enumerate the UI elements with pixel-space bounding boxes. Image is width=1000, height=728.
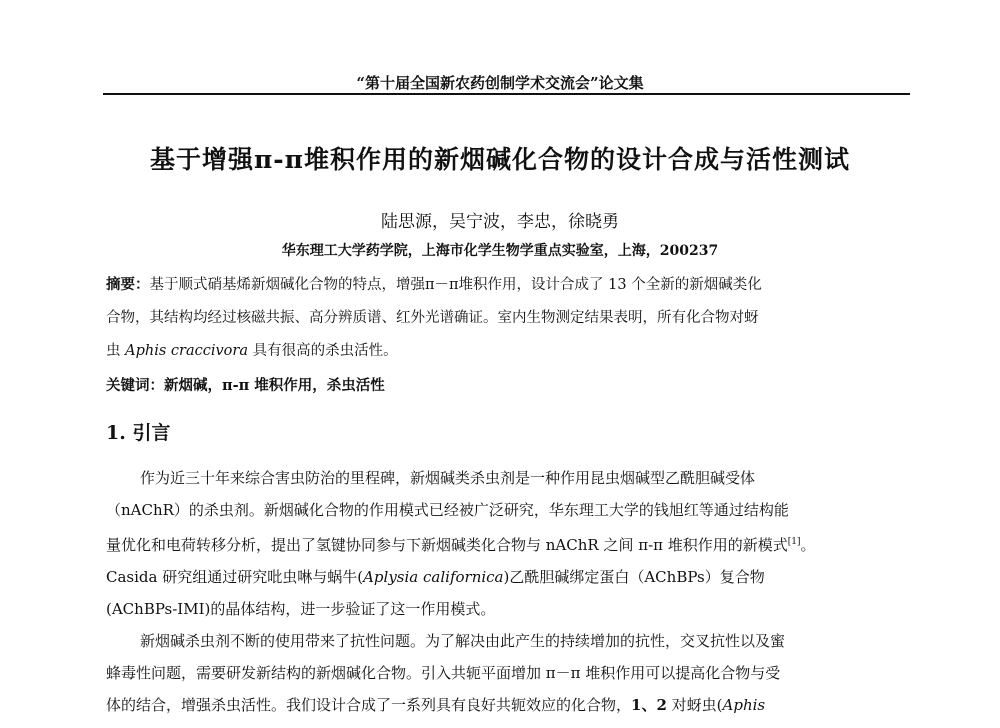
paragraph-line <box>106 561 914 593</box>
paragraph-line: 作为近三十年来综合害虫防治的里程碑，新烟碱类杀虫剂是一种作用昆虫烟碱型乙酰胆碱受体 <box>140 469 756 487</box>
abstract-text: 虫 <box>106 343 126 359</box>
keywords-label: 关键词： <box>106 377 164 394</box>
abstract-label: 摘要： <box>106 276 150 293</box>
paragraph-text: 量优化和电荷转移分析，提出了氢键协同参与下新烟碱类化合物与 nAChR 之间 π-π 堆积作用的新模式 <box>106 536 788 554</box>
citation-ref: [1] <box>787 537 801 547</box>
species-name: Aphis <box>722 696 766 714</box>
abstract-text: 基于顺式硝基烯新烟碱化合物的特点，增强π－π堆积作用，设计合成了 13 个全新的新烟碱类化 <box>149 277 762 293</box>
header-rule <box>103 93 910 95</box>
abstract-text: 具有很高的杀虫活性。 <box>247 343 398 359</box>
keywords <box>106 374 385 395</box>
paragraph-text: )乙酰胆碱绑定蛋白（AChBPs）复合物 <box>503 568 765 586</box>
paragraph-line: 蜂毒性问题，需要研发新结构的新烟碱化合物。引入共轭平面增加 π－π 堆积作用可以提高化合物与受 <box>106 664 781 682</box>
section-heading: 1. 引言 <box>106 422 171 444</box>
body-text <box>106 462 914 721</box>
compound-numbers: 1、2 <box>631 696 667 714</box>
authors: 陆思源，吴宁波，李忠，徐晓勇 <box>381 212 619 232</box>
paragraph-text: 。 <box>800 536 816 554</box>
paragraph-text: 对蚜虫( <box>666 696 723 714</box>
paper-title: 基于增强π-π堆积作用的新烟碱化合物的设计合成与活性测试 <box>150 145 850 174</box>
running-header: “第十届全国新农药创制学术交流会”论文集 <box>356 74 644 92</box>
paragraph-text: Casida 研究组通过研究吡虫啉与蜗牛( <box>106 568 364 586</box>
paragraph-line <box>106 689 914 721</box>
affiliation: 华东理工大学药学院，上海市化学生物学重点实验室，上海，200237 <box>281 243 719 259</box>
paragraph-line: 新烟碱杀虫剂不断的使用带来了抗性问题。为了解决由此产生的持续增加的抗性，交叉抗性以及蜜 <box>140 632 786 650</box>
paragraph-text: 体的结合，增强杀虫活性。我们设计合成了一系列具有良好共轭效应的化合物， <box>106 696 632 714</box>
keywords-text: 新烟碱，π-π 堆积作用，杀虫活性 <box>164 377 385 394</box>
paragraph-line: （nAChR）的杀虫剂。新烟碱化合物的作用模式已经被广泛研究，华东理工大学的钱旭红等通过结构能 <box>106 501 789 519</box>
abstract-line: 合物，其结构均经过核磁共振、高分辨质谱、红外光谱确证。室内生物测定结果表明，所有化合物对蚜 <box>106 310 759 326</box>
paragraph-line: (AChBPs-IMI)的晶体结构，进一步验证了这一作用模式。 <box>106 600 496 618</box>
abstract-line <box>106 268 914 302</box>
abstract <box>106 268 914 368</box>
species-name: Aphis craccivora <box>125 343 248 359</box>
abstract-line <box>106 335 914 368</box>
species-name: Aplysia californica <box>363 568 504 586</box>
paragraph-line <box>106 526 914 561</box>
